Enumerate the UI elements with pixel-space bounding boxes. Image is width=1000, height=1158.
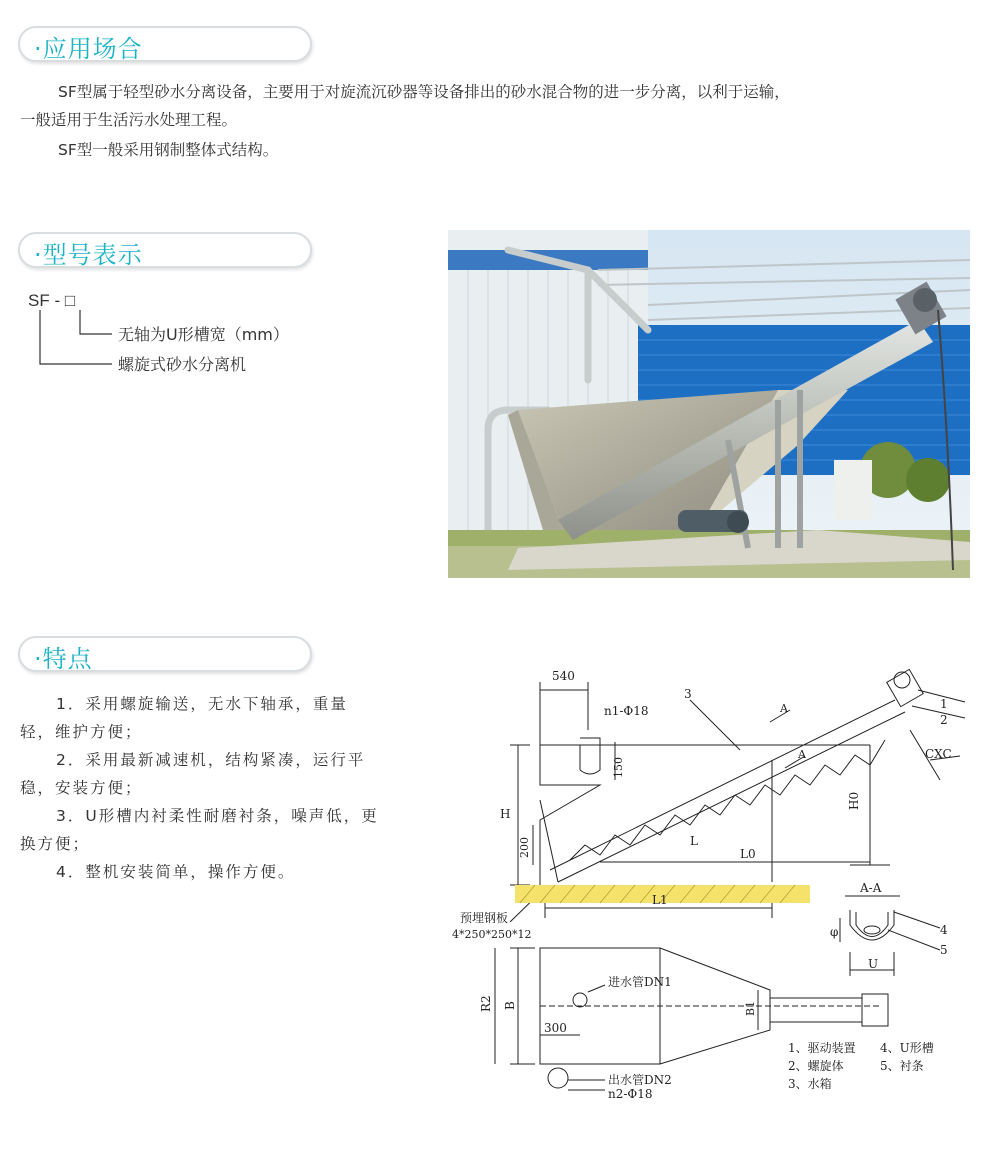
feature-2-line2: 稳，安装方便；	[20, 779, 143, 797]
application-text-line3: SF型一般采用钢制整体式结构。	[58, 141, 279, 159]
dim-cxc: CXC	[925, 747, 952, 761]
callout-1: 1	[940, 697, 948, 711]
model-code: SF - □	[28, 291, 76, 310]
outlet-pipe-label: 出水管DN2	[608, 1073, 672, 1087]
dim-h0: H0	[847, 791, 861, 810]
dim-l1: L1	[652, 893, 668, 907]
embedded-plate-label: 预埋钢板	[460, 911, 509, 925]
feature-1-line1: 1．采用螺旋输送，无水下轴承，重量	[56, 695, 348, 713]
dim-540: 540	[552, 669, 575, 683]
section-aa-title: A-A	[860, 881, 882, 895]
legend-3: 3、水箱	[788, 1077, 832, 1091]
legend-1: 1、驱动装置	[788, 1041, 856, 1055]
dim-b1: B1	[744, 1000, 757, 1016]
dim-r2: R2	[479, 995, 493, 1012]
model-label-width: 无轴为U形槽宽（mm）	[118, 325, 289, 344]
section-header-model	[18, 232, 312, 268]
callout-4: 4	[940, 923, 948, 937]
legend-5: 5、衬条	[880, 1059, 924, 1073]
model-label-type: 螺旋式砂水分离机	[118, 355, 247, 374]
feature-4: 4．整机安装简单，操作方便。	[56, 863, 296, 881]
application-text-line1: SF型属于轻型砂水分离设备，主要用于对旋流沉砂器等设备排出的砂水混合物的进一步分离，以利于运输，	[58, 83, 790, 101]
separator-photo	[448, 230, 970, 578]
feature-3-line2: 换方便；	[20, 835, 91, 853]
dim-l0: L0	[740, 847, 756, 861]
dim-u: U	[868, 957, 879, 971]
dim-300: 300	[544, 1021, 567, 1035]
legend-2: 2、螺旋体	[788, 1059, 844, 1073]
section-title: ·型号表示	[34, 241, 143, 269]
feature-3-line1: 3．U形槽内衬柔性耐磨衬条，噪声低，更	[56, 807, 379, 825]
section-header-features	[18, 636, 312, 672]
section-mark-a-lower: A	[798, 748, 806, 761]
model-code-diagram	[20, 286, 340, 386]
feature-2-line1: 2．采用最新减速机，结构紧凑，运行平	[56, 751, 366, 769]
callout-2: 2	[940, 713, 948, 727]
section-title: ·应用场合	[34, 35, 143, 63]
section-header-application	[18, 26, 312, 62]
section-title: ·特点	[34, 645, 93, 673]
embedded-plate-size: 4*250*250*12	[452, 928, 532, 941]
dim-l: L	[690, 834, 698, 848]
dim-b: B	[503, 1001, 517, 1010]
bracket-line-width	[80, 310, 112, 334]
dim-phi: φ	[830, 925, 839, 939]
bracket-line-type	[40, 310, 112, 364]
dim-200: 200	[518, 837, 531, 858]
callout-5: 5	[940, 943, 948, 957]
label-n2: n2-Φ18	[608, 1087, 653, 1100]
inlet-pipe-label: 进水管DN1	[608, 975, 672, 989]
dim-150: 150	[612, 757, 625, 778]
dim-h: H	[500, 807, 511, 821]
callout-3: 3	[684, 687, 692, 701]
legend-4: 4、U形槽	[880, 1041, 934, 1055]
label-n1: n1-Φ18	[604, 704, 649, 718]
technical-drawing	[440, 660, 1000, 1100]
application-text-line2: 一般适用于生活污水处理工程。	[20, 111, 238, 129]
separator-photo-illustration	[448, 230, 970, 578]
feature-1-line2: 轻，维护方便；	[20, 723, 143, 741]
section-mark-a-upper: A	[780, 702, 788, 715]
